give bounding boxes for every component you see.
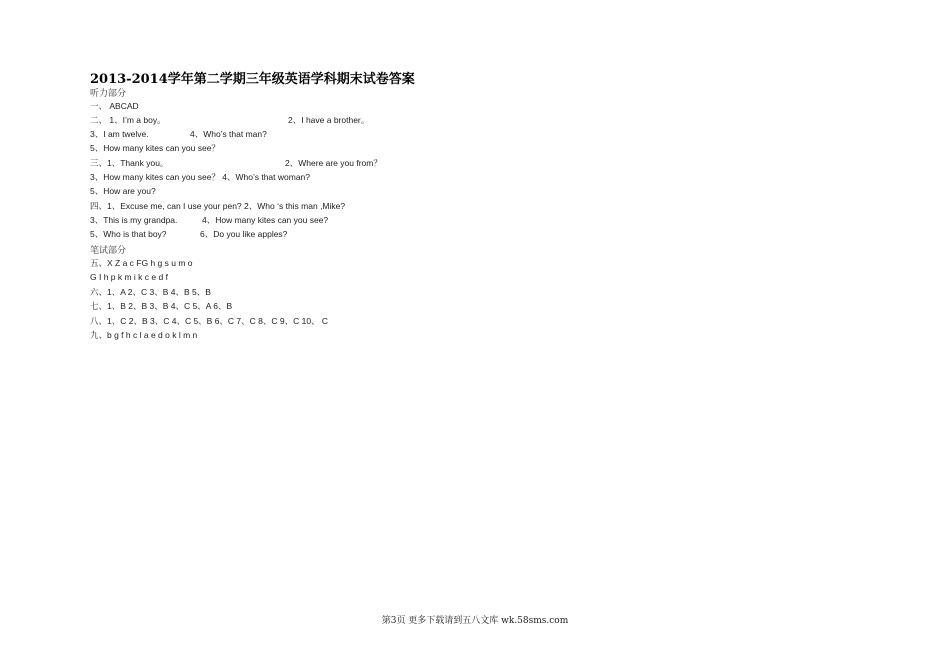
- answer-text: 3、I am twelve.: [90, 129, 149, 139]
- answer-text: 九、b g f h c l a e d o k l m n: [90, 330, 198, 340]
- answer-text: 2、I have a brother。: [288, 115, 370, 125]
- listening-heading: 听力部分: [90, 89, 127, 99]
- page-footer: 第3页 更多下载请到五八文库 wk.58sms.com: [381, 616, 569, 626]
- answer-text: G I h p k m i k c e d f: [90, 272, 168, 282]
- writing-heading: 笔试部分: [90, 246, 127, 256]
- answer-text: 3、This is my grandpa.: [90, 215, 178, 225]
- answer-text: 七、1、B 2、B 3、B 4、C 5、A 6、B: [90, 301, 233, 311]
- answer-text: 三、1、Thank you。: [90, 158, 169, 168]
- answer-text: 六、1、A 2、C 3、B 4、B 5、B: [90, 287, 211, 297]
- answer-text: 4、Who’s that man?: [190, 129, 267, 139]
- answer-text: 八、1、C 2、B 3、C 4、C 5、B 6、C 7、C 8、C 9、C 10、 C: [90, 316, 329, 326]
- page-title: 2013-2014学年第二学期三年级英语学科期末试卷答案: [90, 72, 415, 87]
- answer-text: 四、1、Excuse me, can I use your pen? 2、Who ‘s this man ,Mike?: [90, 201, 346, 211]
- answer-text: 3、How many kites can you see？ 4、Who’s that woman?: [90, 172, 310, 182]
- answer-text: 5、How many kites can you see？: [90, 143, 220, 153]
- answer-text: 2、Where are you from？: [285, 158, 382, 168]
- answer-text: 五、X Z a c FG h g s u m o: [90, 258, 193, 268]
- answer-text: 6、Do you like apples?: [200, 229, 288, 239]
- answer-text: 5、Who is that boy?: [90, 229, 167, 239]
- answer-text: 5、How are you?: [90, 186, 156, 196]
- answer-text: 4、How many kites can you see?: [202, 215, 329, 225]
- answer-text: 一、 ABCAD: [90, 101, 139, 111]
- answer-text: 二、 1、I’m a boy。: [90, 115, 166, 125]
